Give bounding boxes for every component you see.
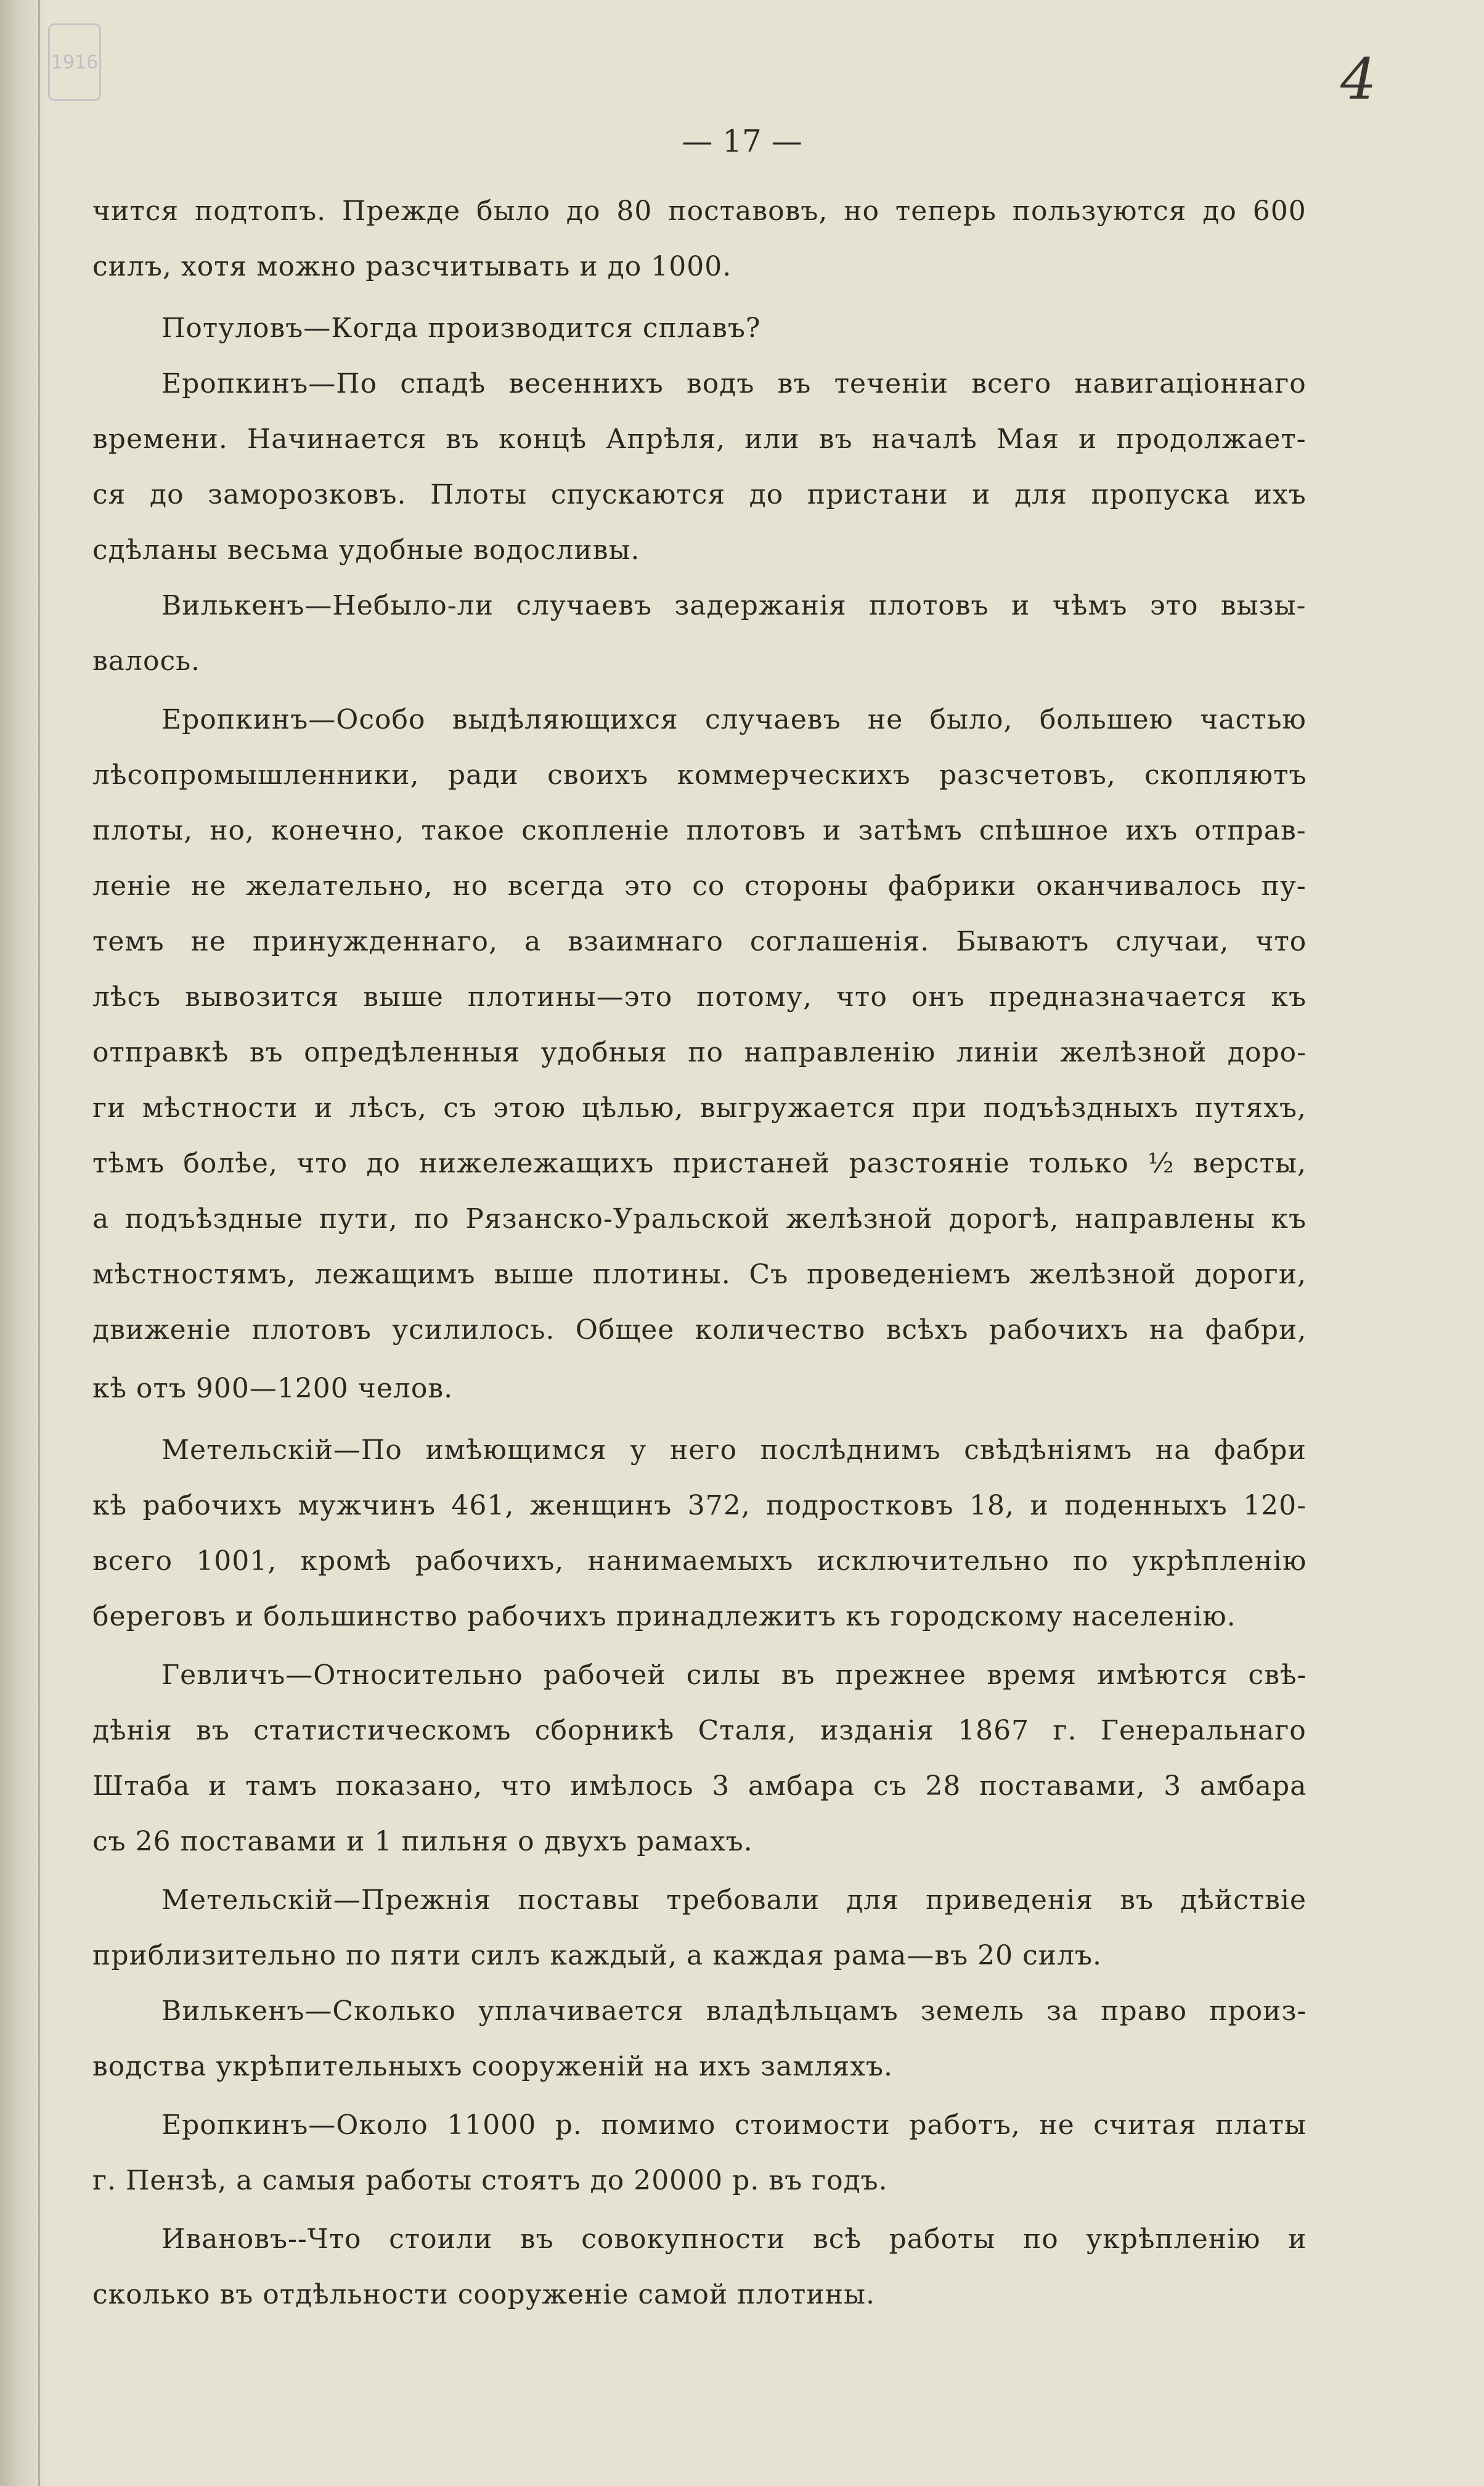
text-line: сколько въ отдѣльности сооруженіе самой плотины.	[92, 2279, 876, 2310]
text-line: Еропкинъ—Около 11000 р. помимо стоимости работъ, не считая платы	[161, 2109, 1307, 2141]
text-line: водства укрѣпительныхъ сооруженій на ихъ замляхъ.	[92, 2051, 894, 2082]
text-line: кѣ рабочихъ мужчинъ 461, женщинъ 372, подростковъ 18, и поденныхъ 120-	[92, 1490, 1307, 1521]
text-line: Потуловъ—Когда производится сплавъ?	[161, 313, 761, 344]
text-line: плоты, но, конечно, такое скопленіе плотовъ и затѣмъ спѣшное ихъ отправ-	[92, 815, 1307, 846]
text-line: береговъ и большинство рабочихъ принадлежитъ къ городскому населенію.	[92, 1601, 1236, 1632]
text-line: лѣсъ вывозится выше плотины—это потому, что онъ предназначается къ	[92, 981, 1307, 1013]
archive-stamp	[48, 23, 101, 101]
text-line: Еропкинъ—Особо выдѣляющихся случаевъ не было, большею частью	[161, 704, 1307, 735]
text-line: Метельскій—Прежнія поставы требовали для приведенія въ дѣйствіе	[161, 1884, 1307, 1916]
text-line: ги мѣстности и лѣсъ, съ этою цѣлью, выгружается при подъѣздныхъ путяхъ,	[92, 1092, 1307, 1124]
text-line: дѣнія въ статистическомъ сборникѣ Сталя, изданія 1867 г. Генеральнаго	[92, 1715, 1307, 1746]
text-line: всего 1001, кромѣ рабочихъ, нанимаемыхъ исключительно по укрѣпленію	[92, 1545, 1307, 1577]
text-line: Метельскій—По имѣющимся у него послѣднимъ свѣдѣніямъ на фабри	[161, 1434, 1307, 1466]
text-line: ся до заморозковъ. Плоты спускаются до пристани и для пропуска ихъ	[92, 479, 1307, 510]
text-line: Еропкинъ—По спадѣ весеннихъ водъ въ теченіи всего навигаціоннаго	[161, 368, 1307, 399]
text-line: силъ, хотя можно разсчитывать и до 1000.	[92, 251, 732, 282]
stamp-text: 1916	[51, 51, 99, 73]
text-line: сдѣланы весьма удобные водосливы.	[92, 534, 640, 566]
text-line: кѣ отъ 900—1200 челов.	[92, 1373, 454, 1404]
page-binding-edge	[0, 0, 43, 2486]
folio-number: 4	[1340, 46, 1377, 112]
text-line: леніе не желательно, но всегда это со стороны фабрики оканчивалось пу-	[92, 870, 1307, 902]
text-line: мѣстностямъ, лежащимъ выше плотины. Съ проведеніемъ желѣзной дороги,	[92, 1259, 1307, 1290]
text-line: съ 26 поставами и 1 пильня о двухъ рамахъ.	[92, 1826, 753, 1857]
text-line: Ивановъ--Что стоили въ совокупности всѣ работы по укрѣпленію и	[161, 2223, 1307, 2255]
text-line: приблизительно по пяти силъ каждый, а каждая рама—въ 20 силъ.	[92, 1940, 1103, 1971]
text-line: Гевличъ—Относительно рабочей силы въ прежнее время имѣются свѣ-	[161, 1659, 1307, 1691]
text-line: Штаба и тамъ показано, что имѣлось 3 амбара съ 28 поставами, 3 амбара	[92, 1770, 1307, 1802]
text-line: отправкѣ въ опредѣленныя удобныя по направленію линіи желѣзной доро-	[92, 1037, 1307, 1068]
page-number: — 17 —	[682, 123, 802, 159]
text-line: лѣсопромышленники, ради своихъ коммерческихъ разсчетовъ, скопляютъ	[92, 759, 1307, 791]
text-line: движеніе плотовъ усилилось. Общее количество всѣхъ рабочихъ на фабри,	[92, 1314, 1307, 1346]
text-line: времени. Начинается въ концѣ Апрѣля, или въ началѣ Мая и продолжает-	[92, 423, 1307, 455]
text-line: а подъѣздные пути, по Рязанско-Уральской желѣзной дорогѣ, направлены къ	[92, 1203, 1307, 1235]
text-line: валось.	[92, 645, 201, 677]
text-line: г. Пензѣ, а самыя работы стоятъ до 20000 р. въ годъ.	[92, 2165, 888, 2196]
text-line: чится подтопъ. Прежде было до 80 поставовъ, но теперь пользуются до 600	[92, 195, 1307, 227]
text-line: Вилькенъ—Небыло-ли случаевъ задержанія плотовъ и чѣмъ это вызы-	[161, 590, 1307, 621]
text-line: Вилькенъ—Сколько уплачивается владѣльцамъ земель за право произ-	[161, 1995, 1307, 2027]
text-line: темъ не принужденнаго, а взаимнаго соглашенія. Бываютъ случаи, что	[92, 926, 1307, 957]
text-line: тѣмъ болѣе, что до нижележащихъ пристаней разстояніе только ½ версты,	[92, 1148, 1307, 1179]
binding-line	[38, 0, 40, 2486]
